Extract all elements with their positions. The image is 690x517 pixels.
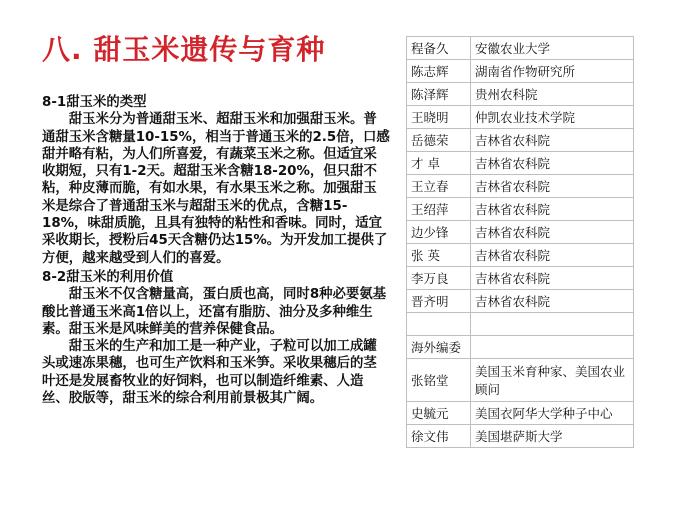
editor-org: 吉林省农科院	[471, 198, 634, 221]
table-row	[407, 129, 634, 152]
editor-name: 岳德荣	[407, 129, 471, 152]
table-row	[407, 152, 634, 175]
paragraph-types: 甜玉米分为普通甜玉米、超甜玉米和加强甜玉米。普通甜玉米含糖量10-15%，相当于普通玉米的2.5倍，口感甜并略有粘，为人们所喜爱，有蔬菜玉米之称。但适宜采收期短，只有1-2天。超甜玉米含糖18-20%，但只甜不粘，种皮薄而脆，有如水果，有水果玉米之称。加强甜玉米是综合了普通甜玉米与超甜玉米的优点，含糖15-18%，味甜质脆，且具有独特的粘性和香味。同时，适宜采收期长，授粉后45天含糖仍达15%。为开发加工提供了方便，越来越受到人们的喜爱。	[42, 112, 390, 266]
table-row	[407, 244, 634, 267]
editor-name: 王立春	[407, 175, 471, 198]
editor-org: 美国衣阿华大学种子中心	[471, 402, 634, 425]
editor-name: 张 英	[407, 244, 471, 267]
editor-org: 吉林省农科院	[471, 152, 634, 175]
table-row	[407, 83, 634, 106]
table-row	[407, 402, 634, 425]
editor-name: 王晓明	[407, 106, 471, 129]
editor-name: 李万良	[407, 267, 471, 290]
editor-name	[407, 313, 471, 336]
table-row	[407, 313, 634, 336]
editor-org: 贵州农科院	[471, 83, 634, 106]
editor-org: 仲凯农业技术学院	[471, 106, 634, 129]
overseas-editors-heading: 海外编委	[407, 336, 471, 359]
editor-name: 边少锋	[407, 221, 471, 244]
table-row	[407, 106, 634, 129]
main-text	[42, 92, 390, 407]
editor-name: 才 卓	[407, 152, 471, 175]
editor-org: 美国玉米育种家、美国农业顾问	[471, 359, 634, 402]
section-heading-types: 8-1甜玉米的类型	[42, 95, 147, 110]
paragraph-value-2: 甜玉米的生产和加工是一种产业，子粒可以加工成罐头或速冻果穗，也可生产饮料和玉米笋。采收果穗后的茎叶还是发展畜牧业的好饲料，也可以制造纤维素、人造丝、胶版等，甜玉米的综合利用前景极其广阔。	[42, 339, 377, 407]
editor-org	[471, 336, 634, 359]
editor-name: 徐文伟	[407, 425, 471, 448]
editor-org: 美国堪萨斯大学	[471, 425, 634, 448]
page-title: 八. 甜玉米遗传与育种	[42, 33, 326, 66]
editor-name: 张铭堂	[407, 359, 471, 402]
editor-name: 陈泽辉	[407, 83, 471, 106]
editor-org: 吉林省农科院	[471, 129, 634, 152]
editor-org	[471, 313, 634, 336]
table-row	[407, 198, 634, 221]
table-row	[407, 60, 634, 83]
paragraph-value-1: 甜玉米不仅含糖量高，蛋白质也高，同时8种必要氨基酸比普通玉米高1倍以上，还富有脂肪、油分及多种维生素。甜玉米是风味鲜美的营养保健食品。	[42, 287, 387, 337]
editor-org: 湖南省作物研究所	[471, 60, 634, 83]
editor-name: 晋齐明	[407, 290, 471, 313]
editor-name: 陈志辉	[407, 60, 471, 83]
section-heading-value: 8-2甜玉米的利用价值	[42, 269, 174, 285]
editor-name: 史毓元	[407, 402, 471, 425]
table-row	[407, 359, 634, 402]
editor-org: 吉林省农科院	[471, 175, 634, 198]
editor-org: 吉林省农科院	[471, 267, 634, 290]
table-row	[407, 175, 634, 198]
editor-name: 程备久	[407, 37, 471, 60]
table-row	[407, 290, 634, 313]
table-row	[407, 221, 634, 244]
editor-name: 王绍萍	[407, 198, 471, 221]
editor-org: 吉林省农科院	[471, 244, 634, 267]
editor-org: 吉林省农科院	[471, 221, 634, 244]
table-row	[407, 336, 634, 359]
table-row	[407, 267, 634, 290]
table-row	[407, 37, 634, 60]
editor-org: 安徽农业大学	[471, 37, 634, 60]
editor-table	[406, 36, 634, 448]
editor-org: 吉林省农科院	[471, 290, 634, 313]
table-row	[407, 425, 634, 448]
